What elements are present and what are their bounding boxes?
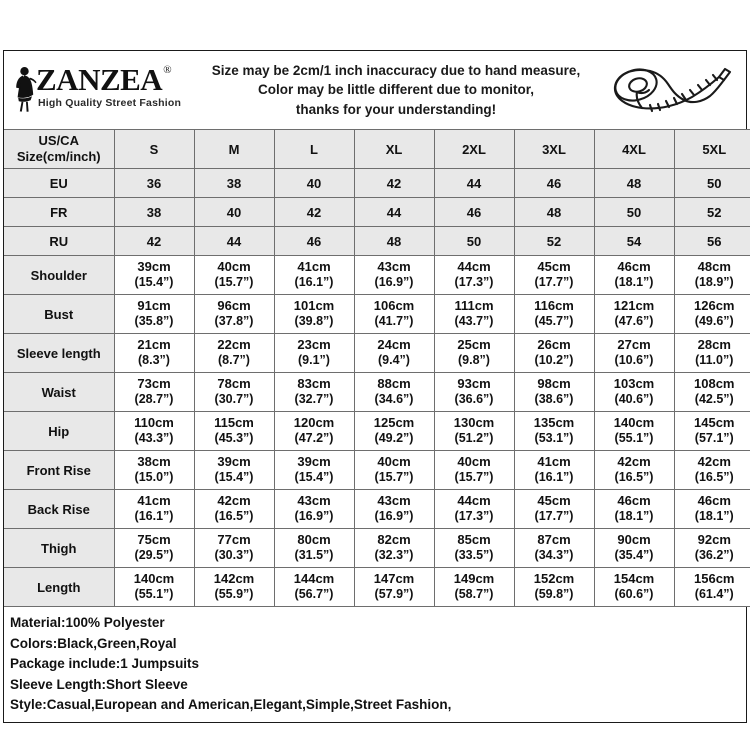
cell-thigh-xl — [354, 529, 434, 568]
value-cm: 156cm — [694, 571, 735, 587]
chart-header — [4, 51, 746, 129]
value-cm: 39cm — [217, 454, 251, 470]
value-inch: (16.9”) — [294, 509, 334, 524]
cell-thigh-5xl — [674, 529, 750, 568]
cell-shoulder-4xl — [594, 256, 674, 295]
cell-hip-3xl — [514, 412, 594, 451]
value-inch: (33.5”) — [454, 548, 494, 563]
value-inch: (36.6”) — [454, 392, 494, 407]
value-inch: (16.9”) — [374, 275, 414, 290]
value-cm: 116cm — [534, 298, 574, 314]
value-inch: (49.2”) — [374, 431, 414, 446]
cell-sleeve-3xl — [514, 334, 594, 373]
value-cm: 98cm — [537, 376, 571, 392]
value-inch: (9.8”) — [458, 353, 490, 368]
cell-front-rise-5xl — [674, 451, 750, 490]
cell-bust-5xl — [674, 295, 750, 334]
cell-ru-3xl: 52 — [514, 227, 594, 256]
cell-bust-l — [274, 295, 354, 334]
value-cm: 41cm — [537, 454, 571, 470]
cell-bust-3xl — [514, 295, 594, 334]
cell-sleeve-s — [114, 334, 194, 373]
value-inch: (45.3”) — [214, 431, 254, 446]
value-cm: 126cm — [694, 298, 735, 314]
cell-eu-xl: 42 — [354, 169, 434, 198]
cell-back-rise-m — [194, 490, 274, 529]
cell-fr-xl: 44 — [354, 198, 434, 227]
cell-thigh-m — [194, 529, 274, 568]
value-inch: (16.1”) — [134, 509, 174, 524]
size-table — [4, 129, 750, 607]
value-inch: (38.6”) — [534, 392, 574, 407]
value-cm: 21cm — [137, 337, 171, 353]
value-cm: 41cm — [137, 493, 171, 509]
cell-back-rise-5xl — [674, 490, 750, 529]
cell-length-xl — [354, 568, 434, 607]
value-cm: 25cm — [457, 337, 491, 353]
value-cm: 149cm — [453, 571, 495, 587]
table-row — [4, 451, 750, 490]
value-cm: 40cm — [377, 454, 411, 470]
value-cm: 110cm — [134, 415, 174, 431]
value-cm: 38cm — [137, 454, 171, 470]
value-inch: (41.7”) — [374, 314, 414, 329]
value-cm: 39cm — [297, 454, 331, 470]
value-cm: 88cm — [377, 376, 411, 392]
cell-hip-5xl — [674, 412, 750, 451]
value-cm: 111cm — [454, 298, 494, 314]
value-inch: (35.4”) — [614, 548, 654, 563]
size-table-body — [4, 130, 750, 607]
cell-thigh-l — [274, 529, 354, 568]
value-cm: 46cm — [697, 493, 731, 509]
row-label-length: Length — [4, 568, 114, 607]
value-cm: 96cm — [217, 298, 251, 314]
value-cm: 93cm — [457, 376, 491, 392]
value-inch: (18.1”) — [694, 509, 734, 524]
cell-eu-3xl: 46 — [514, 169, 594, 198]
value-cm: 28cm — [697, 337, 731, 353]
cell-length-s — [114, 568, 194, 607]
value-cm: 147cm — [373, 571, 415, 587]
value-cm: 73cm — [137, 376, 171, 392]
value-inch: (31.5”) — [294, 548, 334, 563]
size-header-3xl: 3XL — [514, 130, 594, 169]
value-inch: (55.9”) — [214, 587, 254, 602]
row-label-shoulder: Shoulder — [4, 256, 114, 295]
value-inch: (16.1”) — [294, 275, 334, 290]
row-label-ru: RU — [4, 227, 114, 256]
cell-fr-2xl: 46 — [434, 198, 514, 227]
value-inch: (15.7”) — [214, 275, 254, 290]
table-row — [4, 412, 750, 451]
value-inch: (61.4”) — [694, 587, 734, 602]
value-cm: 91cm — [137, 298, 171, 314]
value-cm: 125cm — [373, 415, 415, 431]
value-cm: 142cm — [213, 571, 255, 587]
cell-length-l — [274, 568, 354, 607]
cell-shoulder-3xl — [514, 256, 594, 295]
value-inch: (34.3”) — [534, 548, 574, 563]
cell-back-rise-s — [114, 490, 194, 529]
brand-name: ZANZEA — [36, 61, 163, 97]
cell-waist-2xl — [434, 373, 514, 412]
value-cm: 39cm — [137, 259, 171, 275]
notice-line-1: Size may be 2cm/1 inch inaccuracy due to hand measure, — [211, 62, 581, 78]
value-inch: (47.2”) — [294, 431, 334, 446]
cell-front-rise-m — [194, 451, 274, 490]
cell-ru-xl: 48 — [354, 227, 434, 256]
cell-shoulder-m — [194, 256, 274, 295]
value-inch: (17.3”) — [454, 275, 494, 290]
corner-label-line-2: Size(cm/inch) — [16, 149, 101, 164]
detail-sleeve-length: Sleeve Length:Short Sleeve — [10, 676, 188, 692]
cell-eu-s: 36 — [114, 169, 194, 198]
row-label-bust: Bust — [4, 295, 114, 334]
cell-fr-l: 42 — [274, 198, 354, 227]
value-cm: 87cm — [537, 532, 571, 548]
value-inch: (16.9”) — [374, 509, 414, 524]
value-cm: 130cm — [453, 415, 495, 431]
cell-length-2xl — [434, 568, 514, 607]
value-inch: (59.8”) — [534, 587, 574, 602]
size-header-xl: XL — [354, 130, 434, 169]
value-cm: 45cm — [537, 493, 571, 509]
value-inch: (30.7”) — [214, 392, 254, 407]
value-cm: 43cm — [297, 493, 331, 509]
value-inch: (45.7”) — [534, 314, 574, 329]
cell-sleeve-l — [274, 334, 354, 373]
value-inch: (43.3”) — [134, 431, 174, 446]
cell-hip-l — [274, 412, 354, 451]
value-cm: 42cm — [217, 493, 251, 509]
cell-hip-2xl — [434, 412, 514, 451]
value-cm: 77cm — [217, 532, 251, 548]
cell-ru-m: 44 — [194, 227, 274, 256]
cell-back-rise-3xl — [514, 490, 594, 529]
value-inch: (51.2”) — [454, 431, 494, 446]
size-header-5xl: 5XL — [674, 130, 750, 169]
value-cm: 46cm — [617, 259, 651, 275]
cell-thigh-4xl — [594, 529, 674, 568]
cell-back-rise-xl — [354, 490, 434, 529]
cell-back-rise-4xl — [594, 490, 674, 529]
corner-label-line-1: US/CA — [38, 132, 79, 148]
value-cm: 44cm — [457, 493, 491, 509]
value-cm: 154cm — [613, 571, 655, 587]
cell-eu-2xl: 44 — [434, 169, 514, 198]
value-cm: 24cm — [377, 337, 411, 353]
cell-shoulder-s — [114, 256, 194, 295]
cell-waist-s — [114, 373, 194, 412]
measuring-tape-icon — [600, 59, 740, 121]
cell-length-3xl — [514, 568, 594, 607]
cell-fr-m: 40 — [194, 198, 274, 227]
row-label-back-rise: Back Rise — [4, 490, 114, 529]
detail-package: Package include:1 Jumpsuits — [10, 656, 200, 672]
value-inch: (43.7”) — [454, 314, 494, 329]
value-cm: 78cm — [217, 376, 251, 392]
cell-fr-3xl: 48 — [514, 198, 594, 227]
cell-front-rise-s — [114, 451, 194, 490]
value-inch: (15.0”) — [134, 470, 174, 485]
table-row — [4, 169, 750, 198]
cell-waist-4xl — [594, 373, 674, 412]
cell-front-rise-2xl — [434, 451, 514, 490]
value-inch: (18.1”) — [614, 509, 654, 524]
row-label-front-rise: Front Rise — [4, 451, 114, 490]
value-inch: (16.1”) — [534, 470, 574, 485]
cell-bust-4xl — [594, 295, 674, 334]
cell-waist-3xl — [514, 373, 594, 412]
cell-front-rise-3xl — [514, 451, 594, 490]
value-cm: 27cm — [617, 337, 651, 353]
value-cm: 42cm — [697, 454, 731, 470]
value-inch: (57.9”) — [374, 587, 414, 602]
detail-material: Material:100% Polyester — [10, 615, 165, 630]
value-cm: 80cm — [297, 532, 331, 548]
value-inch: (32.7”) — [294, 392, 334, 407]
cell-bust-s — [114, 295, 194, 334]
value-inch: (11.0”) — [695, 353, 734, 368]
cell-length-m — [194, 568, 274, 607]
value-cm: 101cm — [293, 298, 335, 314]
value-inch: (18.1”) — [614, 275, 654, 290]
cell-bust-xl — [354, 295, 434, 334]
value-cm: 90cm — [617, 532, 651, 548]
table-row — [4, 198, 750, 227]
value-cm: 48cm — [697, 259, 731, 275]
value-inch: (8.7”) — [218, 353, 250, 368]
corner-label — [4, 130, 114, 169]
table-row — [4, 529, 750, 568]
value-inch: (42.5”) — [694, 392, 734, 407]
value-inch: (16.5”) — [694, 470, 734, 485]
value-cm: 120cm — [293, 415, 335, 431]
brand-text — [36, 61, 182, 109]
cell-bust-m — [194, 295, 274, 334]
value-inch: (39.8”) — [294, 314, 334, 329]
woman-silhouette-icon — [12, 64, 38, 117]
table-row — [4, 256, 750, 295]
value-inch: (49.6”) — [694, 314, 734, 329]
value-inch: (58.7”) — [454, 587, 494, 602]
value-cm: 121cm — [613, 298, 655, 314]
cell-front-rise-xl — [354, 451, 434, 490]
value-inch: (53.1”) — [534, 431, 574, 446]
cell-sleeve-2xl — [434, 334, 514, 373]
cell-shoulder-xl — [354, 256, 434, 295]
value-cm: 43cm — [377, 259, 411, 275]
value-inch: (15.4”) — [294, 470, 334, 485]
cell-sleeve-xl — [354, 334, 434, 373]
cell-ru-l: 46 — [274, 227, 354, 256]
value-cm: 40cm — [457, 454, 491, 470]
value-inch: (56.7”) — [294, 587, 334, 602]
cell-bust-2xl — [434, 295, 514, 334]
value-inch: (15.7”) — [374, 470, 414, 485]
size-header-2xl: 2XL — [434, 130, 514, 169]
cell-hip-4xl — [594, 412, 674, 451]
table-row — [4, 334, 750, 373]
value-cm: 83cm — [297, 376, 331, 392]
cell-ru-2xl: 50 — [434, 227, 514, 256]
value-cm: 108cm — [694, 376, 735, 392]
brand-name-row — [36, 61, 181, 97]
value-inch: (17.3”) — [454, 509, 494, 524]
value-cm: 44cm — [457, 259, 491, 275]
row-label-eu: EU — [4, 169, 114, 198]
cell-back-rise-l — [274, 490, 354, 529]
brand-logo — [10, 61, 192, 117]
value-inch: (32.3”) — [374, 548, 414, 563]
detail-style: Style:Casual,European and American,Elegant,Simple,Street Fashion, — [10, 697, 452, 713]
size-header-s: S — [114, 130, 194, 169]
cell-thigh-s — [114, 529, 194, 568]
cell-thigh-2xl — [434, 529, 514, 568]
cell-waist-m — [194, 373, 274, 412]
value-cm: 43cm — [377, 493, 411, 509]
product-details — [4, 607, 746, 722]
value-cm: 140cm — [613, 415, 655, 431]
value-inch: (40.6”) — [614, 392, 654, 407]
cell-waist-l — [274, 373, 354, 412]
cell-fr-s: 38 — [114, 198, 194, 227]
cell-front-rise-l — [274, 451, 354, 490]
cell-waist-xl — [354, 373, 434, 412]
cell-ru-s: 42 — [114, 227, 194, 256]
measurement-notice — [192, 61, 600, 120]
value-cm: 144cm — [293, 571, 335, 587]
size-header-l: L — [274, 130, 354, 169]
value-cm: 82cm — [377, 532, 411, 548]
cell-shoulder-l — [274, 256, 354, 295]
value-inch: (29.5”) — [134, 548, 174, 563]
cell-fr-4xl: 50 — [594, 198, 674, 227]
value-inch: (16.5”) — [214, 509, 254, 524]
row-label-waist: Waist — [4, 373, 114, 412]
value-inch: (60.6”) — [614, 587, 654, 602]
value-cm: 42cm — [617, 454, 651, 470]
cell-sleeve-4xl — [594, 334, 674, 373]
table-row — [4, 373, 750, 412]
value-inch: (55.1”) — [134, 587, 174, 602]
value-inch: (28.7”) — [134, 392, 174, 407]
cell-length-4xl — [594, 568, 674, 607]
value-cm: 23cm — [297, 337, 331, 353]
value-inch: (10.2”) — [534, 353, 574, 368]
value-inch: (30.3”) — [214, 548, 254, 563]
value-cm: 41cm — [297, 259, 331, 275]
value-cm: 26cm — [537, 337, 571, 353]
value-cm: 22cm — [217, 337, 251, 353]
cell-hip-s — [114, 412, 194, 451]
detail-colors: Colors:Black,Green,Royal — [10, 635, 177, 651]
cell-length-5xl — [674, 568, 750, 607]
value-inch: (15.4”) — [134, 275, 174, 290]
value-cm: 152cm — [533, 571, 575, 587]
value-inch: (34.6”) — [374, 392, 414, 407]
value-inch: (36.2”) — [694, 548, 734, 563]
value-inch: (15.4”) — [214, 470, 254, 485]
table-header-row — [4, 130, 750, 169]
table-row — [4, 490, 750, 529]
row-label-hip: Hip — [4, 412, 114, 451]
cell-fr-5xl: 52 — [674, 198, 750, 227]
registered-trademark-icon: ® — [163, 63, 172, 76]
cell-back-rise-2xl — [434, 490, 514, 529]
cell-hip-m — [194, 412, 274, 451]
value-cm: 135cm — [533, 415, 575, 431]
value-cm: 140cm — [133, 571, 175, 587]
size-header-m: M — [194, 130, 274, 169]
value-cm: 45cm — [537, 259, 571, 275]
value-inch: (9.1”) — [298, 353, 330, 368]
table-row — [4, 295, 750, 334]
size-header-4xl: 4XL — [594, 130, 674, 169]
value-cm: 40cm — [217, 259, 251, 275]
value-cm: 85cm — [457, 532, 491, 548]
cell-eu-4xl: 48 — [594, 169, 674, 198]
value-cm: 103cm — [613, 376, 655, 392]
value-inch: (16.5”) — [614, 470, 654, 485]
cell-sleeve-m — [194, 334, 274, 373]
value-inch: (15.7”) — [454, 470, 494, 485]
value-inch: (9.4”) — [378, 353, 410, 368]
cell-thigh-3xl — [514, 529, 594, 568]
value-inch: (55.1”) — [614, 431, 654, 446]
value-inch: (57.1”) — [694, 431, 734, 446]
value-inch: (17.7”) — [534, 275, 574, 290]
row-label-thigh: Thigh — [4, 529, 114, 568]
value-inch: (18.9”) — [694, 275, 734, 290]
value-inch: (35.8”) — [134, 314, 174, 329]
cell-eu-5xl: 50 — [674, 169, 750, 198]
cell-eu-m: 38 — [194, 169, 274, 198]
value-cm: 75cm — [137, 532, 171, 548]
value-inch: (8.3”) — [138, 353, 170, 368]
value-cm: 145cm — [694, 415, 735, 431]
value-inch: (37.8”) — [214, 314, 254, 329]
cell-hip-xl — [354, 412, 434, 451]
cell-front-rise-4xl — [594, 451, 674, 490]
cell-ru-4xl: 54 — [594, 227, 674, 256]
table-row — [4, 227, 750, 256]
value-cm: 46cm — [617, 493, 651, 509]
cell-shoulder-2xl — [434, 256, 514, 295]
size-chart-sheet — [3, 50, 747, 723]
cell-sleeve-5xl — [674, 334, 750, 373]
notice-line-2: Color may be little different due to monitor, — [257, 82, 535, 98]
row-label-sleeve-length: Sleeve length — [4, 334, 114, 373]
cell-ru-5xl: 56 — [674, 227, 750, 256]
value-inch: (10.6”) — [614, 353, 654, 368]
value-cm: 92cm — [697, 532, 731, 548]
cell-eu-l: 40 — [274, 169, 354, 198]
cell-shoulder-5xl — [674, 256, 750, 295]
value-cm: 115cm — [214, 415, 254, 431]
row-label-fr: FR — [4, 198, 114, 227]
brand-tagline: High Quality Street Fashion — [38, 96, 182, 109]
cell-waist-5xl — [674, 373, 750, 412]
notice-line-3: thanks for your understanding! — [295, 101, 497, 117]
table-row — [4, 568, 750, 607]
value-cm: 106cm — [373, 298, 415, 314]
value-inch: (47.6”) — [614, 314, 654, 329]
value-inch: (17.7”) — [534, 509, 574, 524]
